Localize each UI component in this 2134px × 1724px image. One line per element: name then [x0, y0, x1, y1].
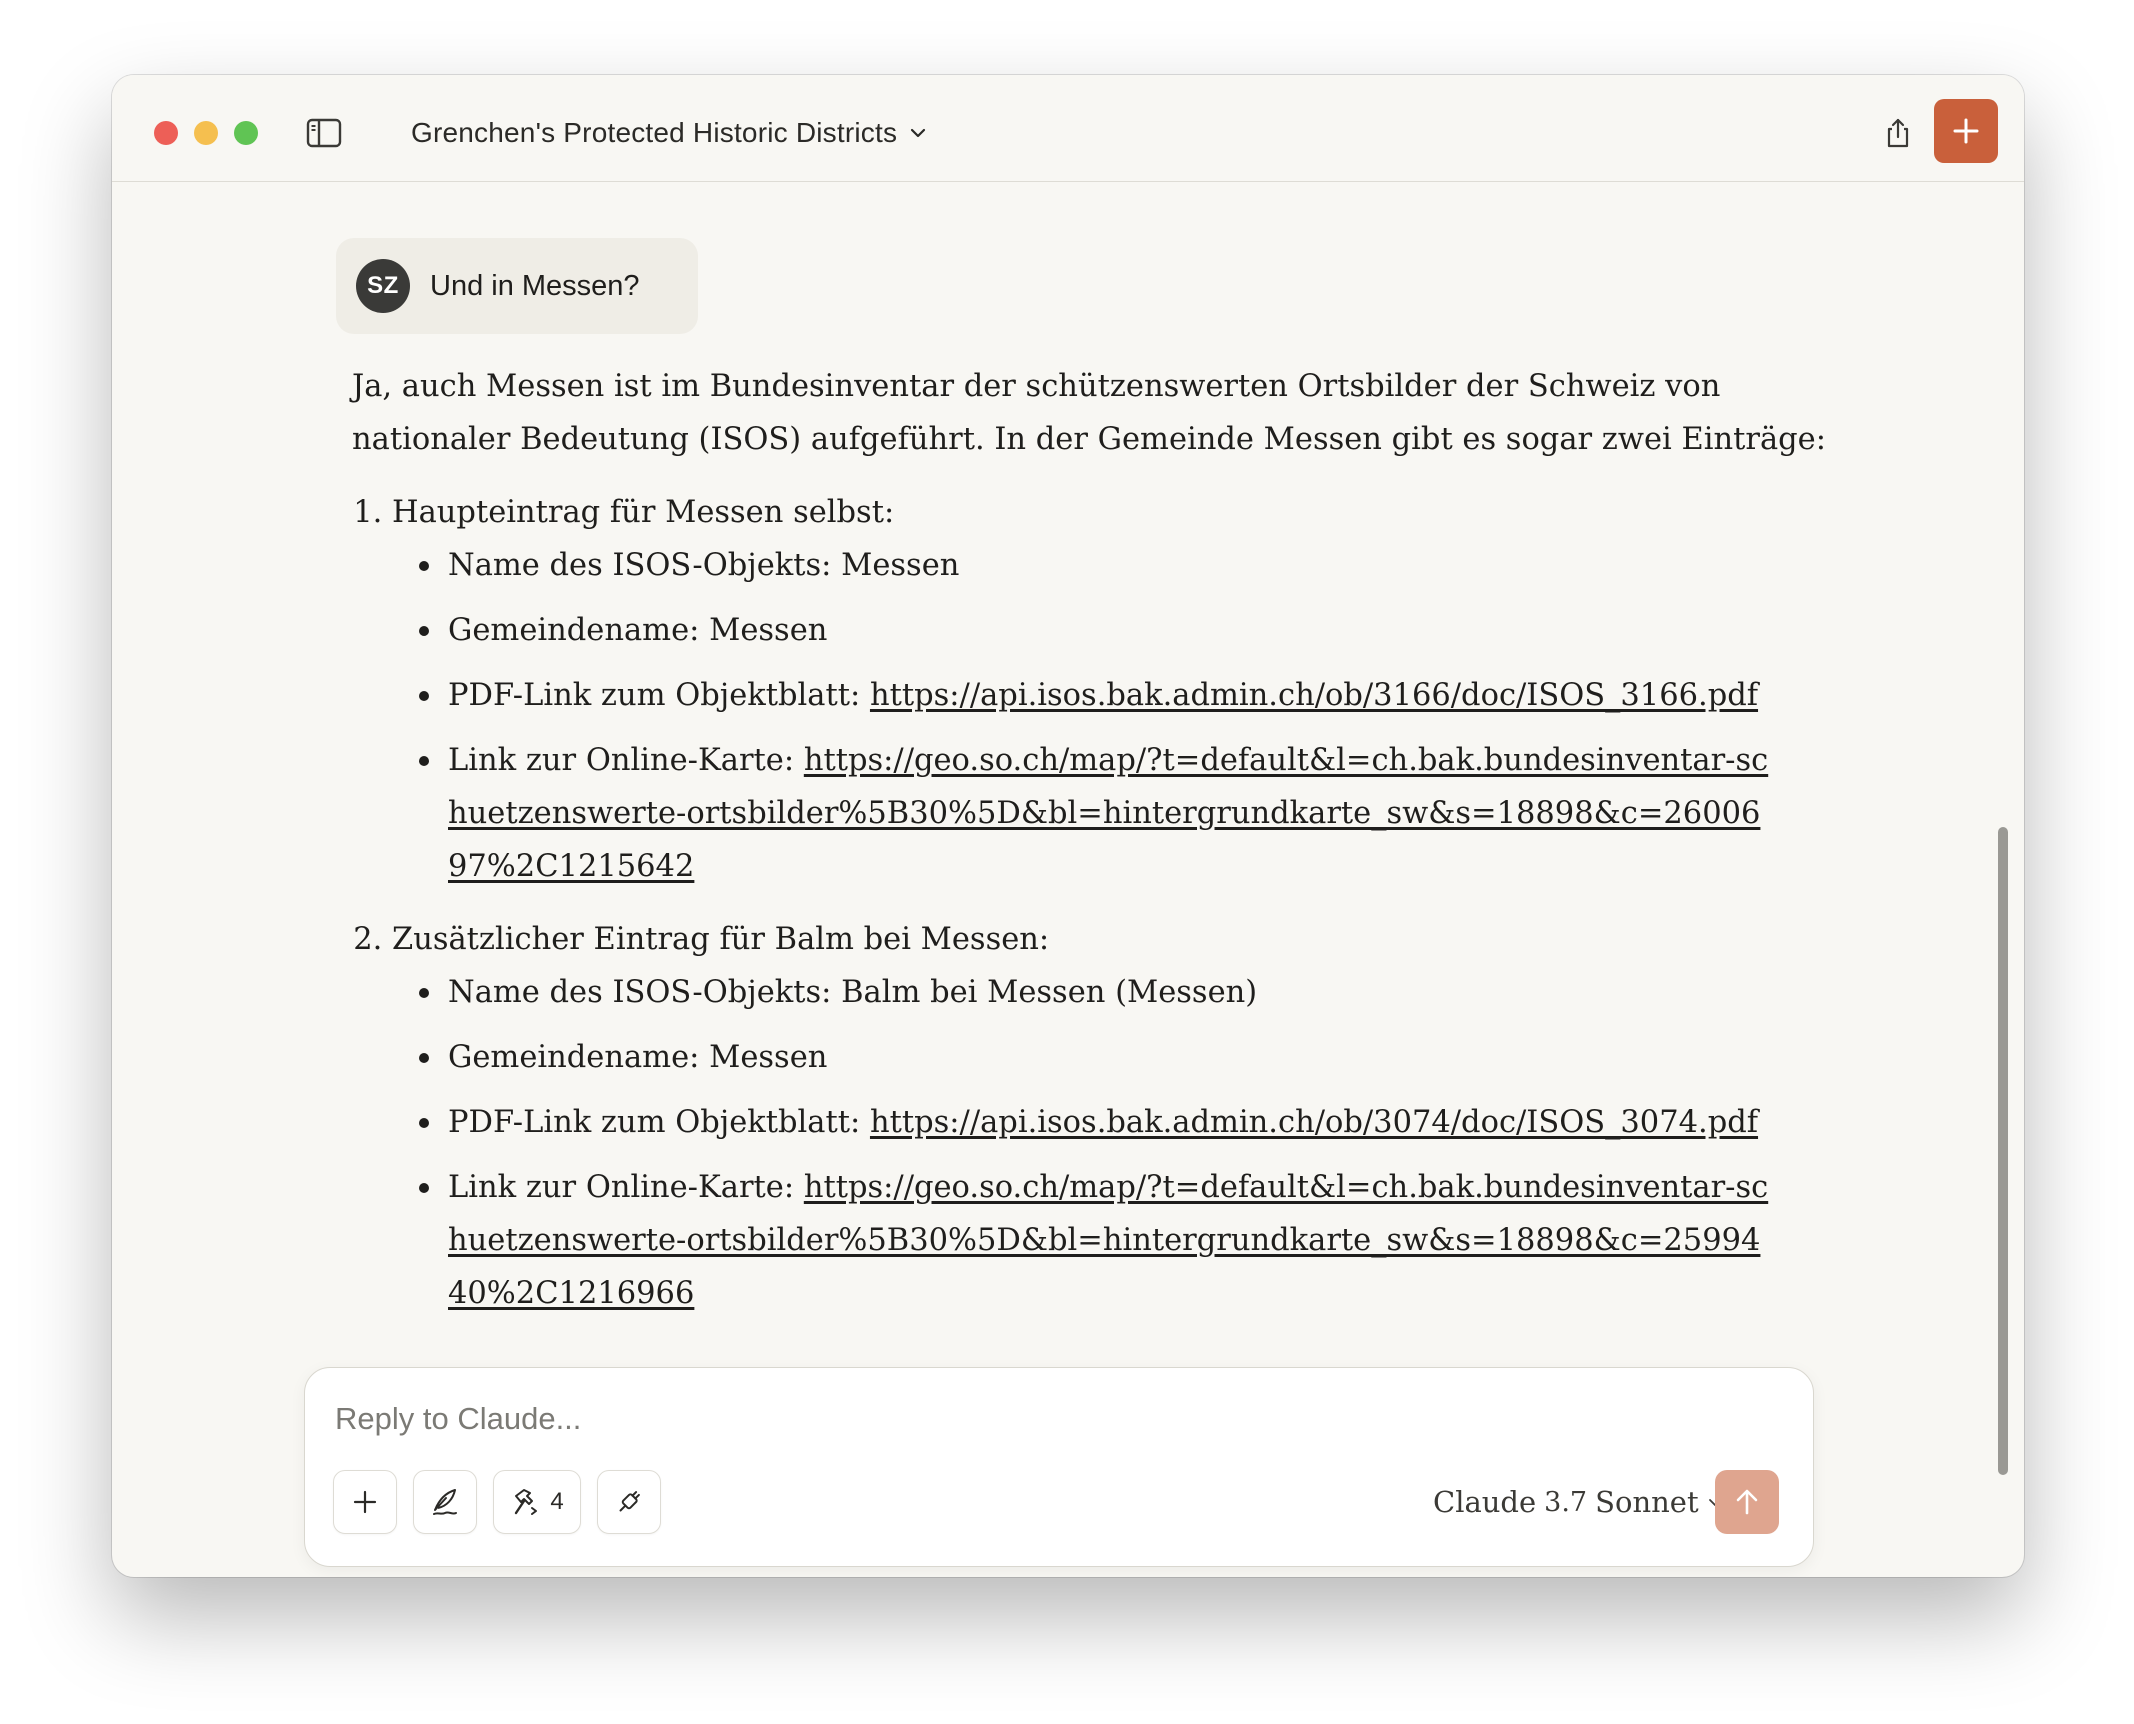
plus-icon — [352, 1489, 378, 1515]
model-selector[interactable] — [1433, 1484, 1723, 1520]
app-window — [112, 75, 2024, 1577]
map-link[interactable]: https://geo.so.ch/map/?t=default&l=ch.bak.bundesinventar-schuetzenswerte-ortsbilder%5B30%5D&bl=hintergrundkarte_sw&s=18898&c=2599440%2C1216966 — [448, 1170, 1769, 1311]
chevron-down-icon — [909, 124, 927, 142]
detail-map — [448, 1161, 1832, 1320]
plus-icon — [1951, 116, 1981, 146]
send-button[interactable] — [1715, 1470, 1779, 1534]
minimize-window-button[interactable] — [194, 121, 218, 145]
pdf-label: PDF-Link zum Objektblatt: — [448, 678, 870, 713]
sidebar-toggle-icon[interactable] — [306, 117, 342, 149]
title-bar — [112, 75, 2024, 182]
pdf-label: PDF-Link zum Objektblatt: — [448, 1105, 870, 1140]
share-button[interactable] — [1876, 111, 1920, 155]
close-window-button[interactable] — [154, 121, 178, 145]
quill-pen-icon — [429, 1486, 461, 1518]
map-label: Link zur Online-Karte: — [448, 743, 804, 778]
detail-name: Name des ISOS-Objekts: Messen — [448, 539, 1832, 592]
user-message-text: Und in Messen? — [430, 269, 640, 302]
avatar: SZ — [356, 259, 410, 313]
hammer-icon — [510, 1486, 542, 1518]
list-item — [392, 913, 1832, 1320]
attach-button[interactable] — [333, 1470, 397, 1534]
map-label: Link zur Online-Karte: — [448, 1170, 804, 1205]
tools-count: 4 — [550, 1488, 564, 1515]
detail-name: Name des ISOS-Objekts: Balm bei Messen (Messen) — [448, 966, 1832, 1019]
scrollbar[interactable] — [1998, 827, 2008, 1475]
detail-municipality: Gemeindename: Messen — [448, 1031, 1832, 1084]
user-message — [336, 238, 698, 334]
model-variant: Sonnet — [1595, 1485, 1699, 1519]
entry-heading: Haupteintrag für Messen selbst: — [392, 495, 895, 530]
conversation-title: Grenchen's Protected Historic Districts — [411, 117, 898, 148]
integrations-button[interactable] — [597, 1470, 661, 1534]
reply-input[interactable] — [333, 1396, 1537, 1442]
detail-municipality: Gemeindename: Messen — [448, 604, 1832, 657]
pdf-link[interactable]: https://api.isos.bak.admin.ch/ob/3074/doc/ISOS_3074.pdf — [869, 1105, 1759, 1140]
entry-details — [392, 539, 1832, 893]
share-icon — [1883, 117, 1913, 149]
plug-icon — [613, 1486, 645, 1518]
composer — [304, 1367, 1814, 1567]
style-button[interactable] — [413, 1470, 477, 1534]
conversation-title-menu[interactable] — [411, 111, 927, 155]
pdf-link[interactable]: https://api.isos.bak.admin.ch/ob/3166/doc/ISOS_3166.pdf — [869, 678, 1759, 713]
entry-heading: Zusätzlicher Eintrag für Balm bei Messen: — [392, 922, 1050, 957]
map-link[interactable]: https://geo.so.ch/map/?t=default&l=ch.bak.bundesinventar-schuetzenswerte-ortsbilder%5B30%5D&bl=hintergrundkarte_sw&s=18898&c=2600697%2C1215642 — [448, 743, 1769, 884]
arrow-up-icon — [1733, 1487, 1761, 1517]
entries-list — [352, 486, 1832, 1320]
assistant-intro: Ja, auch Messen ist im Bundesinventar der schützenswerten Ortsbilder der Schweiz von nationaler Bedeutung (ISOS) aufgeführt. In der Gemeinde Messen gibt es sogar zwei Einträge: — [352, 369, 1826, 457]
assistant-message — [352, 360, 1832, 1340]
model-name: Claude — [1433, 1485, 1537, 1519]
tools-button[interactable] — [493, 1470, 581, 1534]
model-version: 3.7 — [1544, 1486, 1588, 1518]
new-chat-button[interactable] — [1934, 99, 1998, 163]
detail-pdf — [448, 669, 1832, 722]
detail-map — [448, 734, 1832, 893]
zoom-window-button[interactable] — [234, 121, 258, 145]
detail-pdf — [448, 1096, 1832, 1149]
entry-details — [392, 966, 1832, 1320]
list-item — [392, 486, 1832, 893]
